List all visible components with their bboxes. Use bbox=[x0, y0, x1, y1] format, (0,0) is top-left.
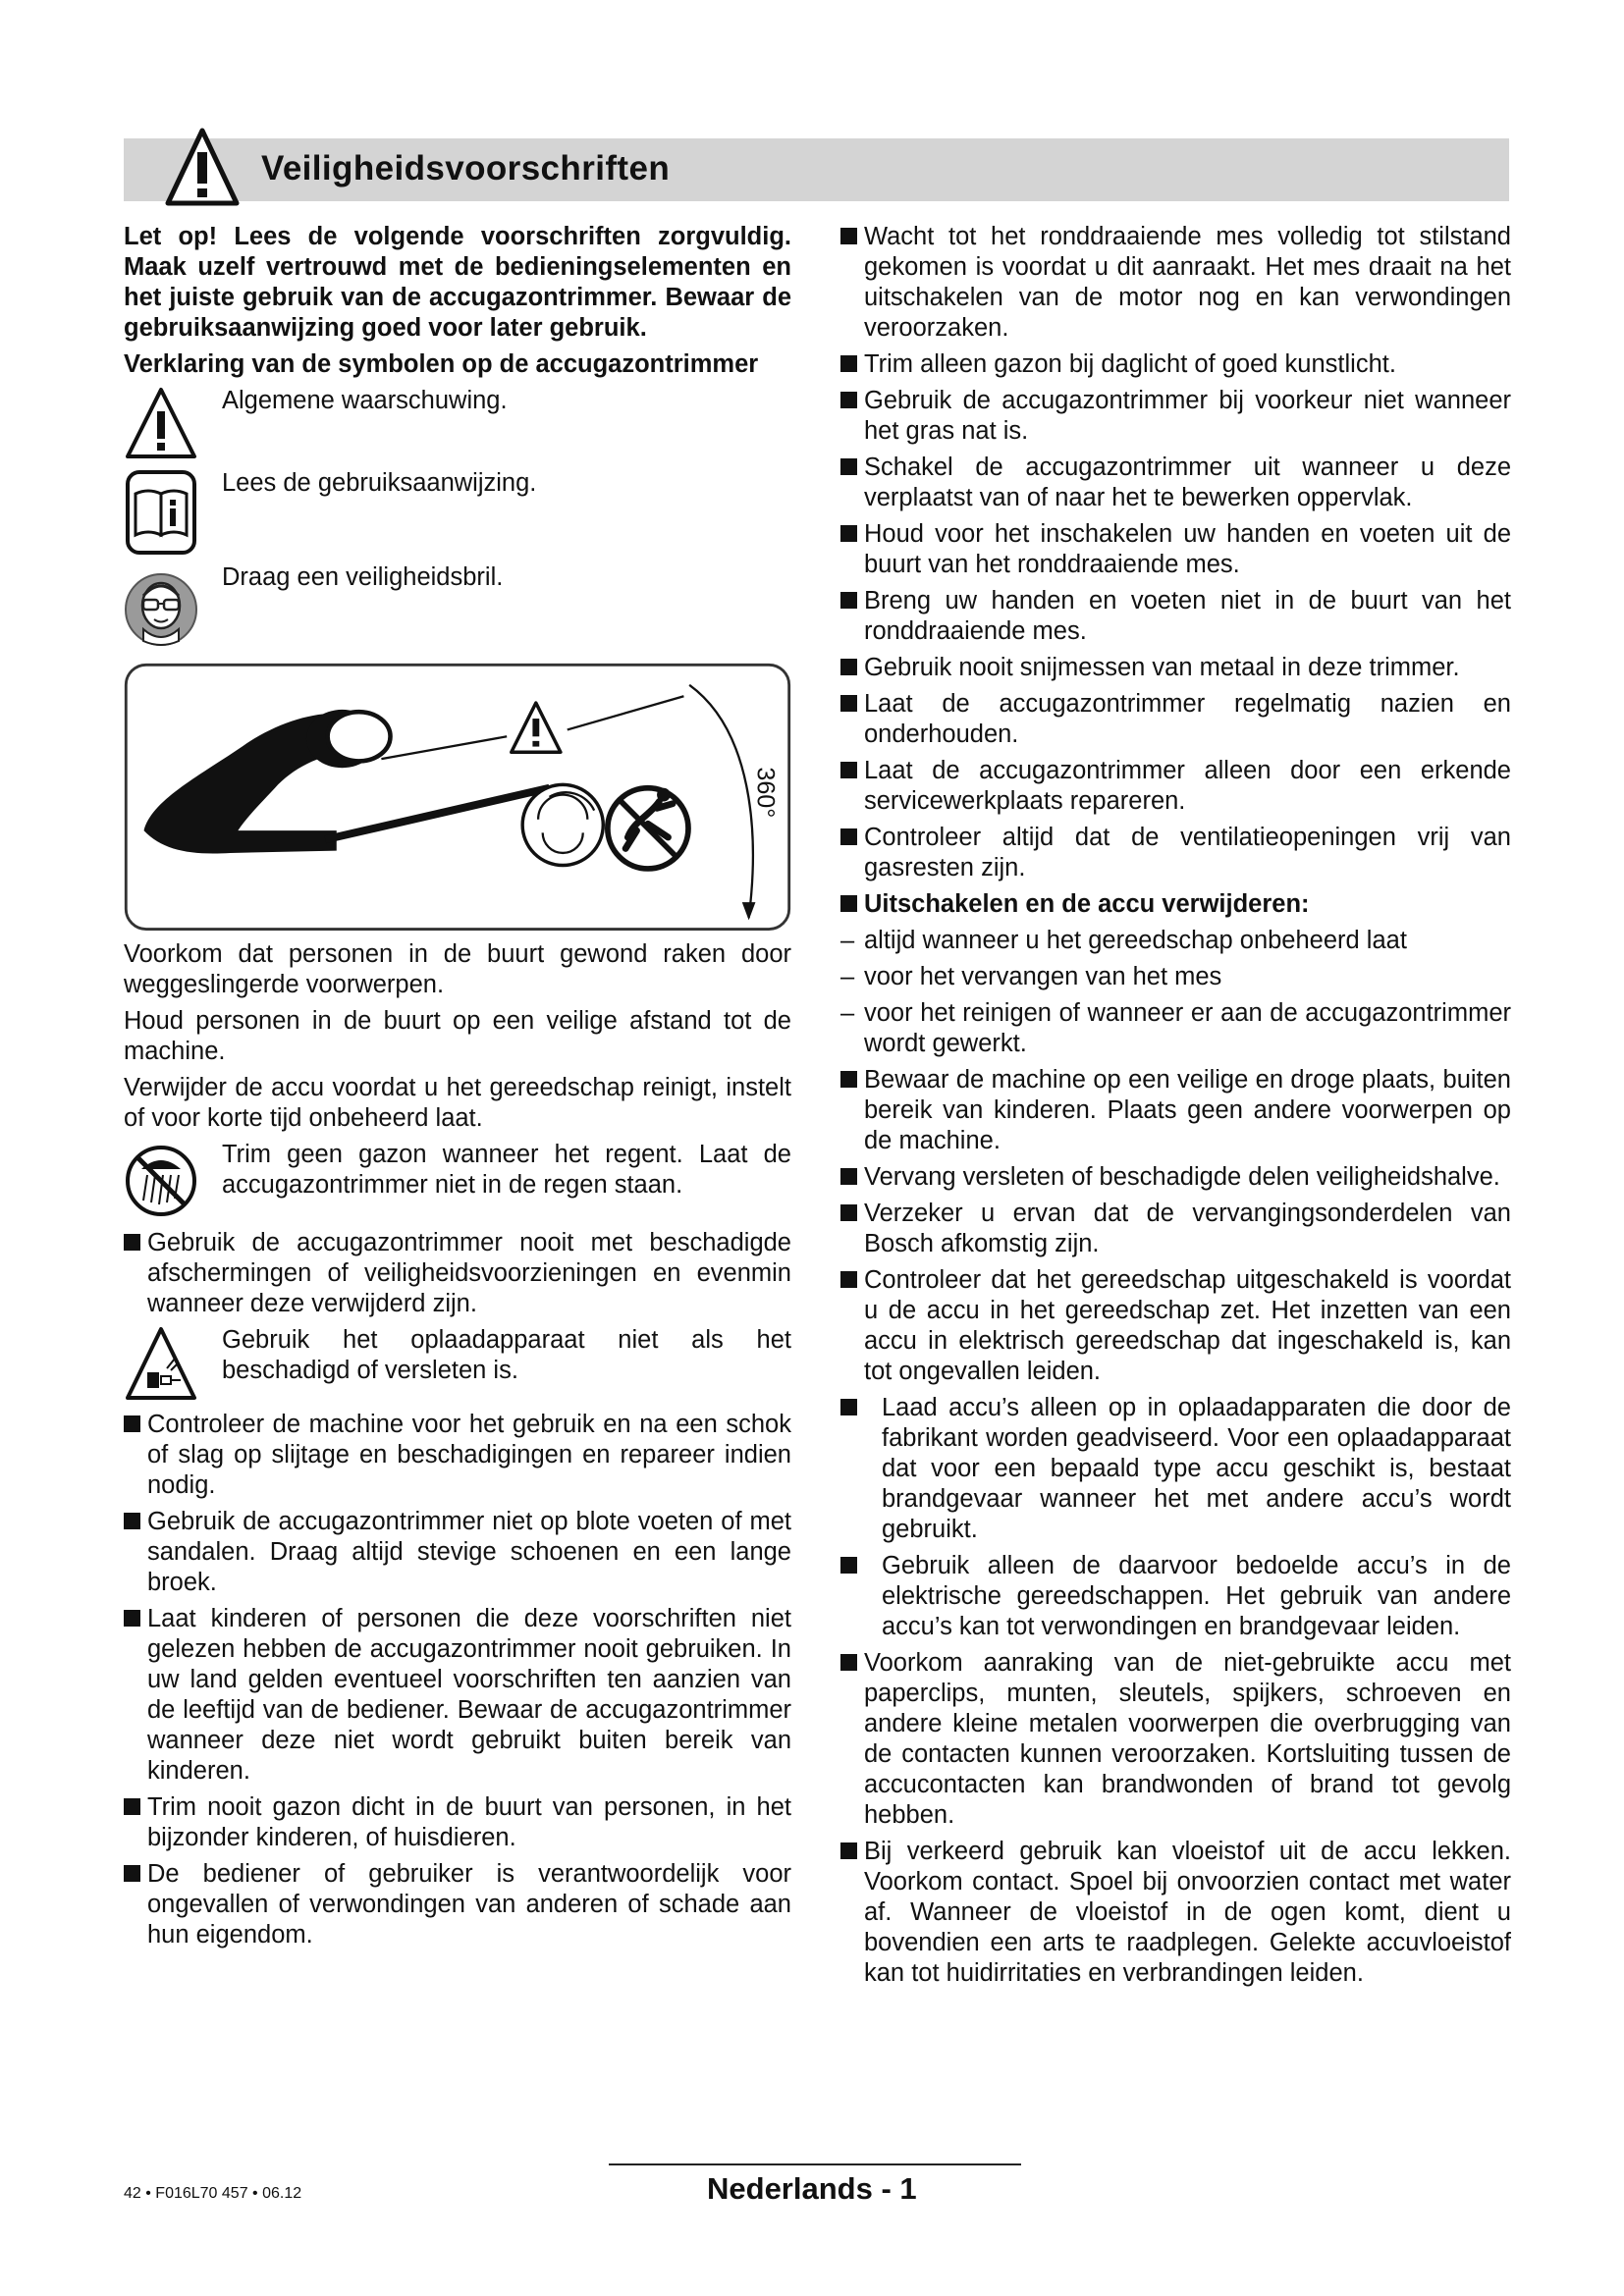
list-item: Controleer de machine voor het gebruik en na een schok of slag op slijtage en beschadigingen en repareer indien nodig. bbox=[124, 1410, 791, 1501]
list-item: Voorkom aanraking van de niet-gebruikte accu met paperclips, munten, sleutels, spijkers, schroeven en andere kleine metalen voorwerpen die overbrugging van de contacten kunnen veroorzaken. Kortsluiting tussen de accucontacten kan brandwonden of brand tot gevolg hebben. bbox=[840, 1648, 1511, 1831]
list-item: Bij verkeerd gebruik kan vloeistof uit de accu lekken. Voorkom contact. Spoel bij onvoorzien contact met water af. Wanneer de vloeistof in de ogen komt, dient u bovendien een arts te raadplegen. Gelekte accuvloeistof kan tot huidirritaties en verbrandingen leiden. bbox=[840, 1837, 1511, 1989]
left-column bbox=[124, 222, 791, 1956]
dash-item: – altijd wanneer u het gereedschap onbeheerd laat bbox=[840, 927, 1407, 954]
page-label: Nederlands - 1 bbox=[707, 2171, 917, 2206]
list-item: Gebruik alleen de daarvoor bedoelde accu’s in de elektrische gereedschappen. Het gebruik van andere accu’s kan tot verwondingen en brandgevaar leiden. bbox=[840, 1551, 1511, 1642]
list-item: Wacht tot het ronddraaiende mes volledig tot stilstand gekomen is voordat u dit aanraakt. Het mes draait na het uitschakelen van de motor nog en kan verwondingen veroorzaken. bbox=[840, 222, 1511, 344]
list-item: Gebruik nooit snijmessen van metaal in deze trimmer. bbox=[840, 653, 1511, 683]
section-header bbox=[124, 138, 1509, 201]
list-item: Gebruik de accugazontrimmer bij voorkeur niet wanneer het gras nat is. bbox=[840, 386, 1511, 447]
intro-warning: Let op! Lees de volgende voorschriften zorgvuldig. Maak uzelf vertrouwd met de bedieningselementen en het juiste gebruik van de accugazontrimmer. Bewaar de gebruiksaanwijzing goed voor later gebruik. bbox=[124, 223, 791, 342]
list-item: Vervang versleten of beschadigde delen veiligheidshalve. bbox=[840, 1162, 1511, 1193]
paragraph: Verwijder de accu voordat u het gereedschap reinigt, instelt of voor korte tijd onbeheerd laat. bbox=[124, 1073, 791, 1132]
list-item: Laat de accugazontrimmer alleen door een erkende servicewerkplaats repareren. bbox=[840, 756, 1511, 817]
thrown-objects-warning-figure bbox=[124, 663, 791, 932]
safety-glasses-icon bbox=[124, 562, 198, 657]
charger-warning-icon bbox=[124, 1325, 198, 1404]
list-item: Verzeker u ervan dat de vervangingsonderdelen van Bosch afkomstig zijn. bbox=[840, 1199, 1511, 1259]
symbol-label: Algemene waarschuwing. bbox=[222, 387, 508, 414]
dash-item: – voor het reinigen of wanneer er aan de accugazontrimmer wordt gewerkt. bbox=[840, 999, 1511, 1057]
list-item: Trim nooit gazon dicht in de buurt van personen, in het bijzonder kinderen, of huisdieren. bbox=[124, 1792, 791, 1853]
symbol-charger-warning bbox=[124, 1325, 791, 1404]
symbol-read-manual bbox=[124, 468, 791, 557]
list-item: Laad accu’s alleen op in oplaadapparaten die door de fabrikant worden geadviseerd. Voor een oplaadapparaat dat voor een bepaald type accu geschikt is, bestaat brandgevaar wanneer het met andere accu’s wordt gebruikt. bbox=[840, 1393, 1511, 1545]
page-title: Veiligheidsvoorschriften bbox=[261, 149, 671, 187]
list-item: De bediener of gebruiker is verantwoordelijk voor ongevallen of verwondingen van anderen of schade aan hun eigendom. bbox=[124, 1859, 791, 1950]
symbols-heading: Verklaring van de symbolen op de accugazontrimmer bbox=[124, 350, 759, 378]
list-item: Controleer altijd dat de ventilatieopeningen vrij van gasresten zijn. bbox=[840, 823, 1511, 883]
list-item: Houd voor het inschakelen uw handen en voeten uit de buurt van het ronddraaiende mes. bbox=[840, 519, 1511, 580]
list-item: Controleer dat het gereedschap uitgeschakeld is voordat u de accu in het gereedschap zet. Het inzetten van een accu in elektrisch gereedschap dat ingeschakeld is, kan tot ongevallen leiden. bbox=[840, 1265, 1511, 1387]
list-item: Laat kinderen of personen die deze voorschriften niet gelezen hebben de accugazontrimmer nooit gebruiken. In uw land gelden eventueel voorschriften ten aanzien van de leeftijd van de bediener. Bewaar de accugazontrimmer wanneer deze niet wordt gebruikt buiten bereik van kinderen. bbox=[124, 1604, 791, 1787]
list-item: Bewaar de machine op een veilige en droge plaats, buiten bereik van kinderen. Plaats geen andere voorwerpen op de machine. bbox=[840, 1065, 1511, 1156]
right-column bbox=[840, 222, 1511, 1995]
symbol-no-rain bbox=[124, 1140, 791, 1222]
symbol-general-warning bbox=[124, 386, 791, 462]
warning-triangle-icon bbox=[124, 386, 198, 462]
warning-triangle-icon bbox=[165, 127, 240, 209]
visor-outline bbox=[328, 712, 391, 761]
symbol-label: Lees de gebruiksaanwijzing. bbox=[222, 469, 537, 497]
section-heading: Uitschakelen en de accu verwijderen: bbox=[840, 889, 1511, 920]
list-item: Breng uw handen en voeten niet in de buurt van het ronddraaiende mes. bbox=[840, 586, 1511, 647]
dash-item: – voor het vervangen van het mes bbox=[840, 963, 1222, 990]
symbol-label: Draag een veiligheidsbril. bbox=[222, 563, 504, 591]
paragraph: Houd personen in de buurt op een veilige afstand tot de machine. bbox=[124, 1006, 791, 1065]
list-item: Gebruik de accugazontrimmer nooit met beschadigde afschermingen of veiligheidsvoorzieningen en evenmin wanneer deze verwijderd zijn. bbox=[124, 1228, 791, 1319]
manual-book-icon bbox=[124, 468, 198, 557]
no-rain-icon bbox=[124, 1140, 198, 1222]
list-item: Schakel de accugazontrimmer uit wanneer u deze verplaatst van of naar het te bewerken oppervlak. bbox=[840, 453, 1511, 513]
symbol-label: Gebruik het oplaadapparaat niet als het beschadigd of versleten is. bbox=[222, 1325, 791, 1384]
angle-label: 360° bbox=[751, 767, 780, 819]
paragraph: Voorkom dat personen in de buurt gewond raken door weggeslingerde voorwerpen. bbox=[124, 939, 791, 998]
list-item: Gebruik de accugazontrimmer niet op blote voeten of met sandalen. Draag altijd stevige schoenen en een lange broek. bbox=[124, 1507, 791, 1598]
symbol-label: Trim geen gazon wanneer het regent. Laat de accugazontrimmer niet in de regen staan. bbox=[222, 1140, 791, 1199]
document-reference: 42 • F016L70 457 • 06.12 bbox=[124, 2185, 302, 2202]
list-item: Trim alleen gazon bij daglicht of goed kunstlicht. bbox=[840, 349, 1511, 380]
symbol-safety-glasses bbox=[124, 562, 791, 657]
list-item: Laat de accugazontrimmer regelmatig nazien en onderhouden. bbox=[840, 689, 1511, 750]
footer-divider bbox=[609, 2163, 1021, 2165]
